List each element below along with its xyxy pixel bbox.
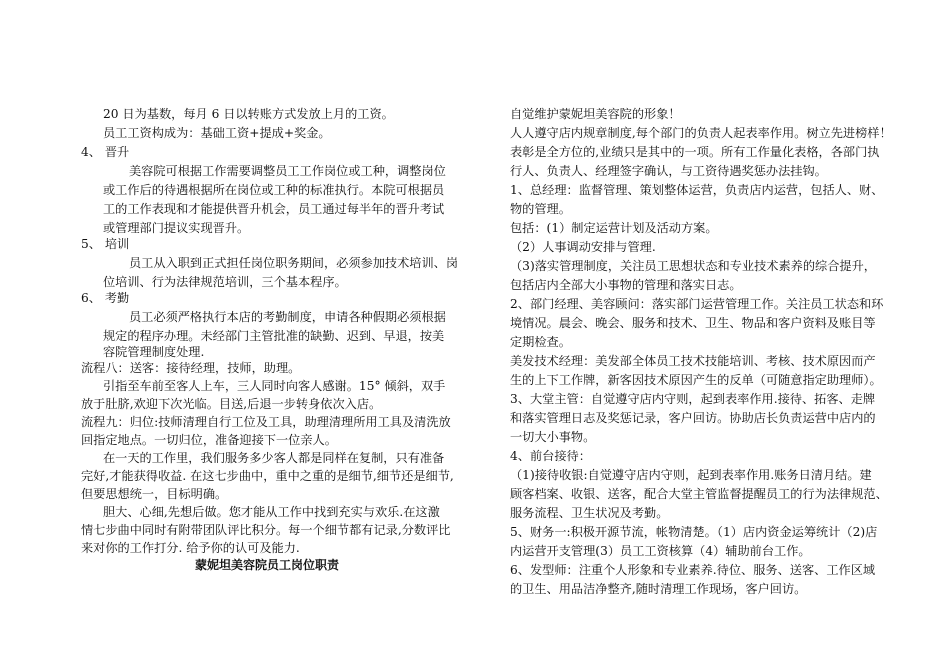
text-line: 5、财务一:积极开源节流，帐物清楚。（1）店内资金运筹统计（2)店	[510, 525, 878, 539]
text-line: 和落实管理日志及奖惩记录，客户回访。协助店长负责运营中店内的	[510, 411, 876, 425]
text-line: 人人遵守店内规章制度,每个部门的负责人起表率作用。树立先进榜样！	[510, 126, 892, 140]
text-line: 工的工作表现和才能提供晋升机会，员工通过每半年的晋升考试	[103, 202, 445, 216]
section-title: 蒙妮坦美容院员工岗位职责	[195, 558, 340, 572]
text-line: 境情况。晨会、晚会、服务和技术、卫生、物品和客户资料及账目等	[510, 316, 876, 330]
text-line: 来对你的工作打分. 给予你的认可及能力.	[81, 541, 300, 555]
text-line: 20 日为基数，每月 6 日以转账方式发放上月的工资。	[103, 107, 394, 121]
text-line: 物的管理。	[510, 202, 571, 216]
text-line: 表彰是全方位的,业绩只是其中的一项。所有工作量化表格，各部门执	[510, 145, 880, 159]
text-line: 6、发型师：注重个人形象和专业素养.待位、服务、送客、工作区域	[510, 563, 876, 577]
text-line: 服务流程、卫生状况及考勤。	[510, 506, 669, 520]
section-heading: 4、 晋升	[81, 145, 130, 159]
text-line: 回指定地点。一切归位，准备迎接下一位亲人。	[81, 433, 337, 447]
text-line: 的卫生、用品洁净整齐,随时清理工作现场，客户回访。	[510, 582, 807, 596]
text-line: 包括：(1）制定运营计划及活动方案。	[510, 221, 718, 235]
text-line: 流程九：归位:技师清理自行工位及工具，助理清理所用工具及清洗放	[81, 415, 451, 429]
section-heading: 6、 考勤	[81, 291, 130, 305]
text-line: 定期检查。	[510, 335, 571, 349]
text-line: （2）人事调动安排与管理.	[510, 240, 656, 254]
text-line: 包括店内全部大小事物的管理和落实日志。	[510, 278, 742, 292]
text-line: 美发技术经理：美发部全体员工技术技能培训、考核、技术原因而产	[510, 354, 876, 368]
text-line: 一切大小事物。	[510, 430, 596, 444]
text-line: 或工作后的待遇根据所在岗位或工种的标准执行。本院可根据员	[103, 183, 445, 197]
text-line: 引指至车前至客人上车，三人同时向客人感谢。15° 倾斜，双手	[103, 379, 446, 393]
text-line: 胆大、心细,先想后做。您才能从工作中找到充实与欢乐.在这激	[103, 505, 440, 519]
text-line: 或管理部门提议实现晋升。	[103, 221, 250, 235]
text-line: 3、大堂主管：自觉遵守店内守则，起到表率作用.接待、拓客、走牌	[510, 392, 876, 406]
text-line: 完好,才能获得收益. 在这七步曲中，重中之重的是细节,细节还是细节,	[81, 469, 454, 483]
text-line: 但要思想统一，目标明确。	[81, 487, 228, 501]
text-line: （1)接待收银:自觉遵守店内守则，起到表率作用.账务日清月结。建	[510, 468, 872, 482]
text-line: 美容院可根据工作需要调整员工工作岗位或工种，调整岗位	[129, 164, 446, 178]
text-line: 员工从入职到正式担任岗位职务期间，必须参加技术培训、岗	[129, 256, 459, 270]
text-line: 4、前台接待：	[510, 449, 591, 463]
text-line: 在一天的工作里，我们服务多少客人都是同样在复制，只有准备	[103, 451, 445, 465]
section-heading: 5、 培训	[81, 237, 130, 251]
text-line: 内运营开支管理(3）员工工资核算（4）辅助前台工作。	[510, 544, 811, 558]
text-line: 员工必须严格执行本店的考勤制度，申请各种假期必须根据	[129, 310, 446, 324]
text-line: 情七步曲中同时有附带团队评比积分。每一个细节都有记录,分数评比	[81, 523, 451, 537]
text-line: 2、部门经理、美容顾问：落实部门运营管理工作。关注员工状态和环	[510, 297, 884, 311]
text-line: 行人、负责人、经理签字确认，与工资待遇奖惩办法挂钩。	[510, 164, 827, 178]
text-line: 自觉维护蒙妮坦美容院的形象！	[510, 107, 681, 121]
text-line: 顾客档案、收银、送客，配合大堂主管监督提醒员工的行为法律规范、	[510, 487, 888, 501]
text-line: 流程八：送客：接待经理，技师，助理。	[81, 361, 301, 375]
text-line: 放于肚脐,欢迎下次光临。目送,后退一步转身依次入店。	[81, 397, 382, 411]
text-line: （3)落实管理制度，关注员工思想状态和专业技术素养的综合提升，	[510, 259, 876, 273]
text-line: 员工工资构成为：基础工资+提成+奖金。	[103, 126, 331, 140]
text-line: 容院管理制度处理.	[103, 345, 205, 359]
text-line: 规定的程序办理。未经部门主管批准的缺勤、迟到、早退，按美	[103, 329, 445, 343]
text-line: 1、总经理：监督管理、策划整体运营，负责店内运营，包括人、财、	[510, 183, 884, 197]
text-line: 位培训、行为法律规范培训，三个基本程序。	[103, 275, 347, 289]
text-line: 生的上下工作牌，新客因技术原因产生的反单（可随意指定助理师）。	[510, 373, 882, 387]
